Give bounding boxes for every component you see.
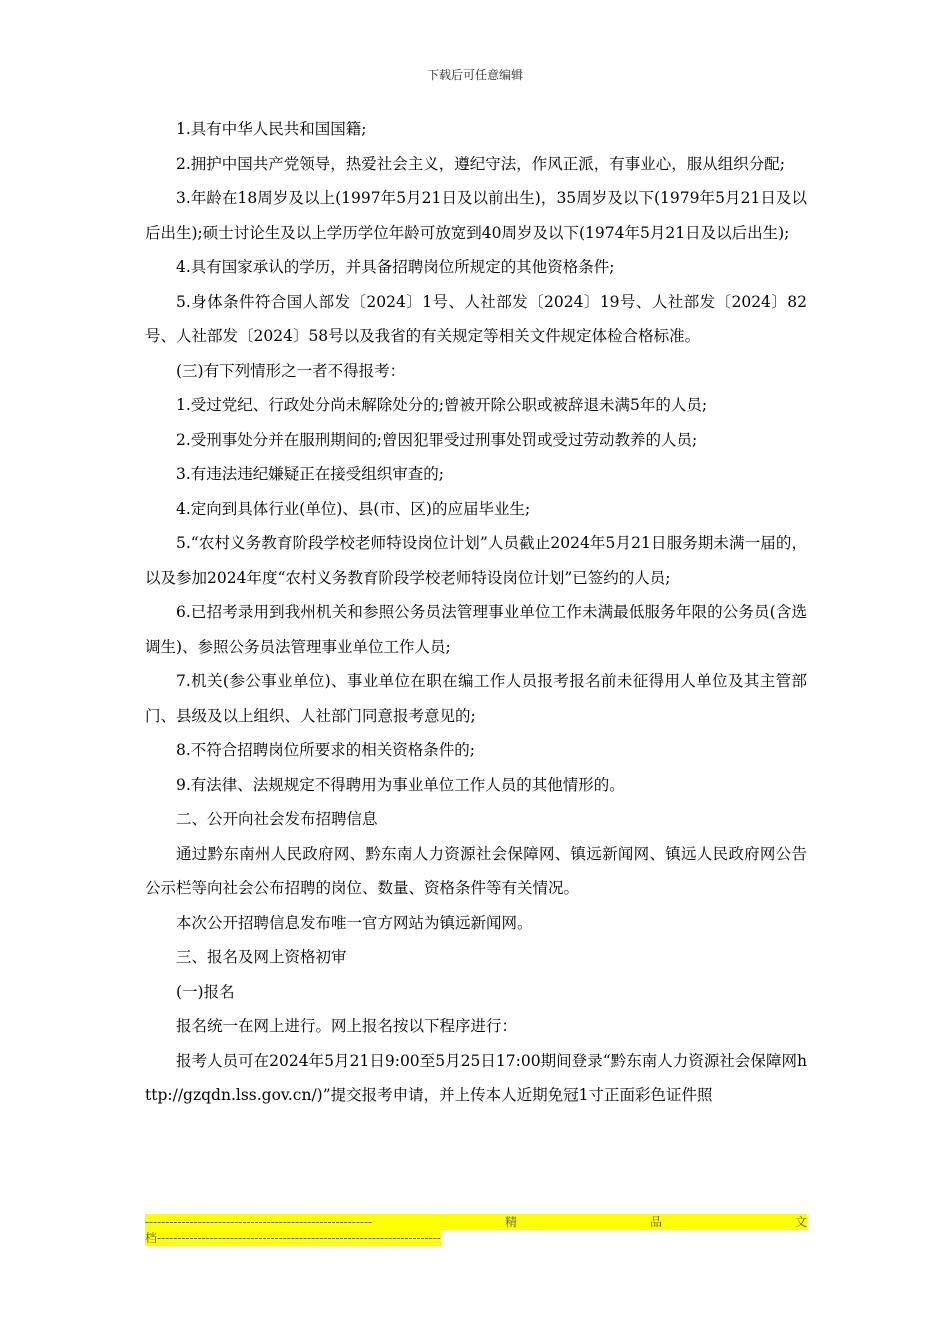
paragraph-13: 7.机关(参公事业单位)、事业单位在职在编工作人员报考报名前未征得用人单位及其主管部门、县级及以上组织、人社部门同意报考意见的; <box>145 672 807 725</box>
page-footer <box>145 1214 807 1246</box>
paragraph-6: (三)有下列情形之一者不得报考： <box>176 361 406 380</box>
footer-banner-line1 <box>145 1214 807 1230</box>
footer-char-4: 档 <box>145 1231 158 1245</box>
paragraph-5: 5.身体条件符合国人部发〔2024〕1号、人社部发〔2024〕19号、人社部发〔2024〕82号、人社部发〔2024〕58号以及我省的有关规定等相关文件规定体检合格标准。 <box>145 292 807 345</box>
paragraph-15: 9.有法律、法规规定不得聘用为事业单位工作人员的其他情形的。 <box>176 775 625 794</box>
paragraph-1: 1.具有中华人民共和国国籍; <box>176 120 367 138</box>
paragraph-12: 6.已招考录用到我州机关和参照公务员法管理事业单位工作未满最低服务年限的公务员(含选调生)、参照公务员法管理事业单位工作人员; <box>145 603 807 656</box>
paragraph-8: 2.受刑事处分并在服刑期间的;曾因犯罪受过刑事处罚或受过劳动教养的人员; <box>176 430 698 449</box>
section-heading-2: 二、公开向社会发布招聘信息 <box>176 810 378 828</box>
footer-dashes-right: ---------------------------------------------------------------------- <box>157 1231 441 1245</box>
subsection-heading-1: (一)报名 <box>176 982 235 1001</box>
paragraph-11: 5.“农村义务教育阶段学校老师特设岗位计划”人员截止2024年5月21日服务期未满一届的，以及参加2024年度“农村义务教育阶段学校老师特设岗位计划”已签约的人员; <box>145 534 807 587</box>
paragraph-9: 3.有违法违纪嫌疑正在接受组织审查的; <box>176 465 445 483</box>
paragraph-14: 8.不符合招聘岗位所要求的相关资格条件的; <box>176 741 476 759</box>
footer-char-1: 精 <box>505 1215 518 1229</box>
footer-dashes-left: -------------------------------------------------------- <box>145 1215 373 1229</box>
paragraph-3: 3.年龄在18周岁及以上(1997年5月21日及以前出生)，35周岁及以下(1979年5月21日及以后出生);硕士讨论生及以上学历学位年龄可放宽到40周岁及以下(1974年5月21日及以后出生); <box>145 189 807 242</box>
footer-char-2: 品 <box>649 1215 662 1229</box>
footer-char-3: 文 <box>794 1215 807 1229</box>
paragraph-2: 2.拥护中国共产党领导，热爱社会主义，遵纪守法，作风正派，有事业心，服从组织分配; <box>176 154 786 173</box>
paragraph-17: 通过黔东南州人民政府网、黔东南人力资源社会保障网、镇远新闻网、镇远人民政府网公告公示栏等向社会公布招聘的岗位、数量、资格条件等有关情况。 <box>145 844 807 897</box>
paragraph-18: 本次公开招聘信息发布唯一官方网站为镇远新闻网。 <box>176 913 533 932</box>
paragraph-4: 4.具有国家承认的学历，并具备招聘岗位所规定的其他资格条件; <box>176 258 615 276</box>
footer-banner-line2 <box>145 1230 441 1246</box>
page-header: 下载后可任意编辑 <box>426 68 523 82</box>
section-heading-3: 三、报名及网上资格初审 <box>176 948 347 966</box>
document-body <box>145 112 807 1113</box>
paragraph-21: 报名统一在网上进行。网上报名按以下程序进行： <box>176 1017 518 1035</box>
paragraph-7: 1.受过党纪、行政处分尚未解除处分的;曾被开除公职或被辞退未满5年的人员; <box>176 396 708 414</box>
paragraph-10: 4.定向到具体行业(单位)、县(市、区)的应届毕业生; <box>176 499 531 518</box>
paragraph-22: 报考人员可在2024年5月21日9:00至5月25日17:00期间登录“黔东南人力资源社会保障网http://gzqdn.lss.gov.cn/)”提交报考申请，并上传本人近期免冠1寸正面彩色证件照 <box>145 1051 807 1104</box>
